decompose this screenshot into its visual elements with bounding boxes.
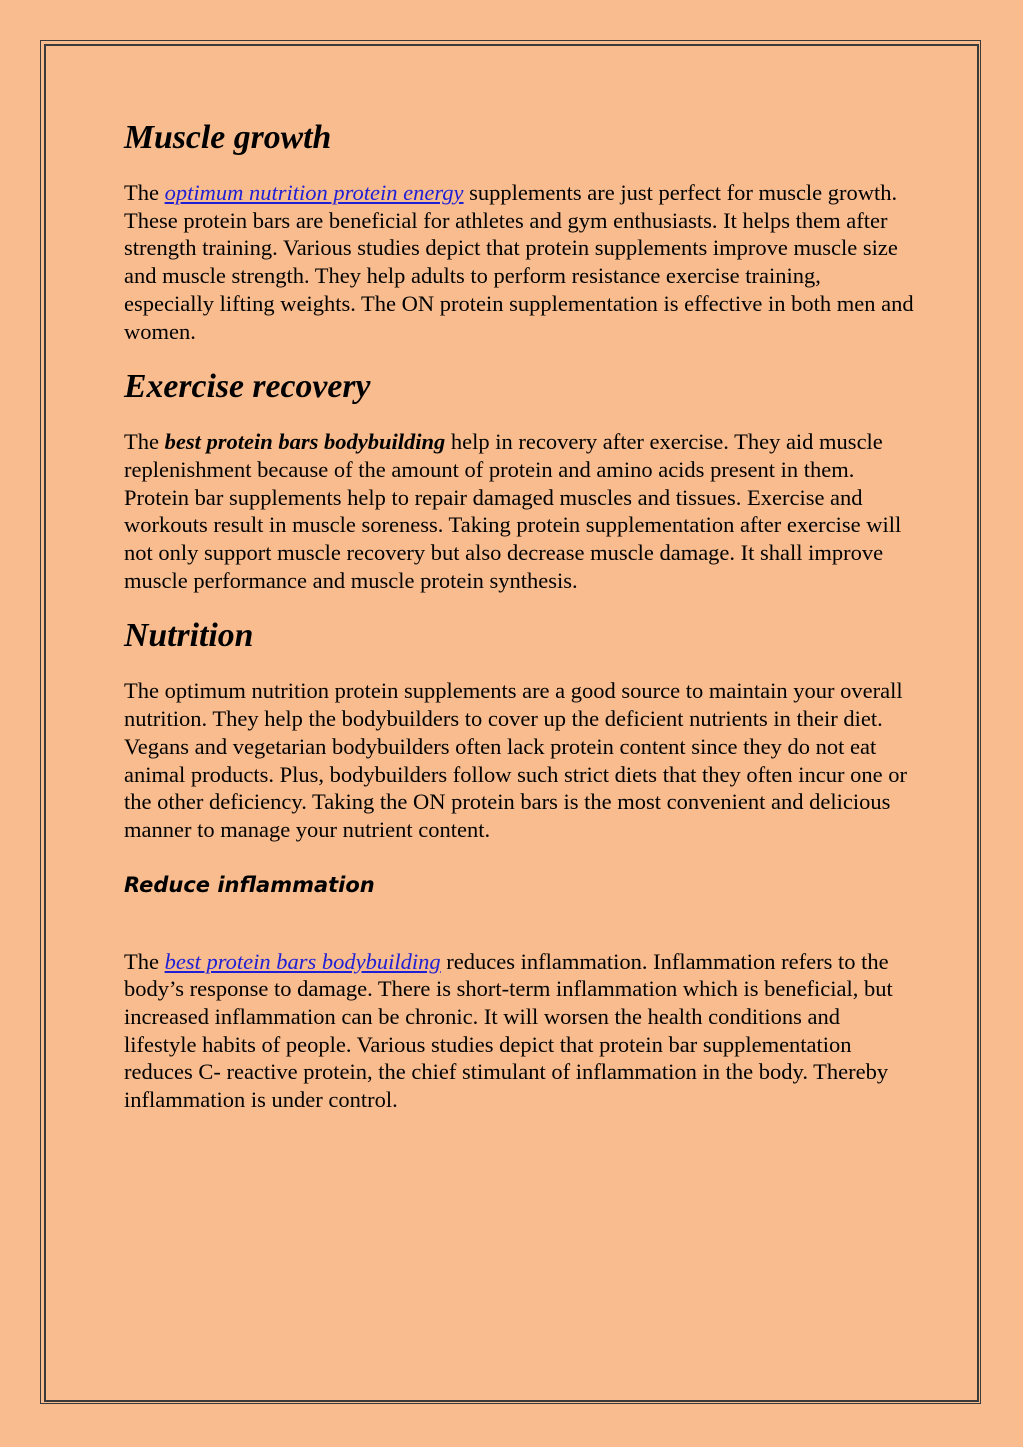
heading-muscle-growth: Muscle growth [124,119,332,156]
paragraph-text: supplements are just perfect for muscle growth. These protein bars are beneficial for athletes and gym enthusiasts. It helps them after strength training. Various studies depict that protein supplements improve muscle size and muscle strength. They help adults to perform resistance exercise training, especially lifting weights. The ON protein supplementation is effective in both men and women. [124,180,914,344]
link-optimum-nutrition-protein-energy[interactable]: optimum nutrition protein energy [164,180,464,205]
paragraph-nutrition: The optimum nutrition protein supplements are a good source to maintain your overall nutrition. They help the bodybuilders to cover up the deficient nutrients in their diet. Vegans and vegetarian bodybuilders often lack protein content since they do not eat animal products. Plus, bodybuilders follow such strict diets that they often incur one or the other deficiency. Taking the ON protein bars is the most convenient and delicious manner to manage your nutrient content. [124,678,907,842]
heading-reduce-inflammation: Reduce inflammation [124,872,375,897]
paragraph-reduce-inflammation [124,948,914,1114]
paragraph-text: The [124,429,165,455]
paragraph-text: reduces inflammation. Inflammation refers to the body’s response to damage. There is short-term inflammation which is beneficial, but increased inflammation can be chronic. It will worsen the health conditions and lifestyle habits of people. Various studies depict that protein bar supplementation reduces C- reactive protein, the chief stimulant of inflammation in the body. Thereby inflammation is under control. [124,948,893,1113]
paragraph-muscle-growth [124,179,914,345]
heading-nutrition: Nutrition [124,617,254,655]
paragraph-exercise-recovery [124,428,914,594]
emphasis-best-protein-bars: best protein bars bodybuilding [164,429,446,455]
paragraph-text: The [124,180,165,205]
paragraph-text: help in recovery after exercise. They aid muscle replenishment because of the amount of protein and amino acids present in them. Protein bar supplements help to repair damaged muscles and tissues. Exercise and workouts result in muscle soreness. Taking protein supplementation after exercise will not only support muscle recovery but also decrease muscle damage. It shall improve muscle performance and muscle protein synthesis. [124,429,902,593]
link-best-protein-bars-bodybuilding[interactable]: best protein bars bodybuilding [164,948,441,974]
paragraph-text: The [124,948,165,974]
heading-exercise-recovery: Exercise recovery [124,368,371,406]
document-body [124,119,914,1114]
